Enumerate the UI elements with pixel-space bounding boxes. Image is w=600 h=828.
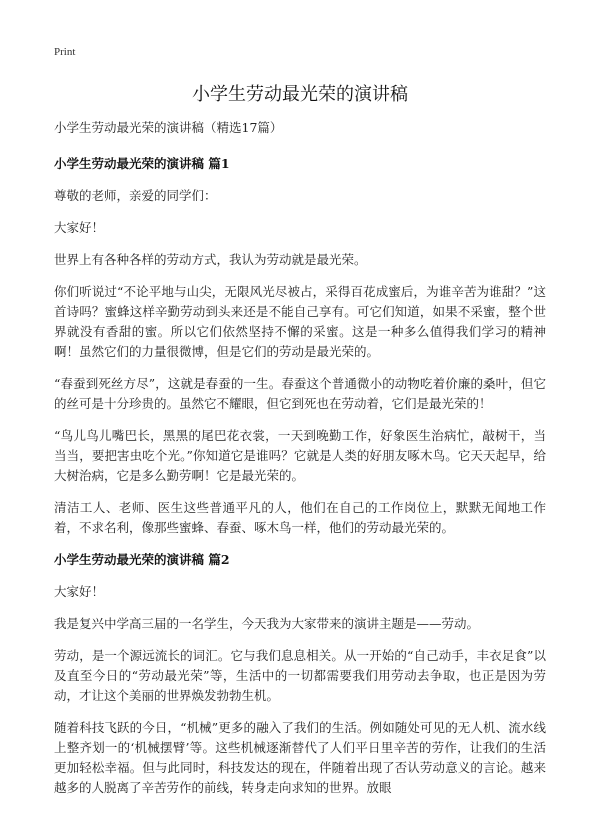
document-title: 小学生劳动最光荣的演讲稿: [192, 84, 408, 105]
paragraph: 清洁工人、老师、医生这些普通平凡的人，他们在自己的工作岗位上，默默无闻地工作着，不求名利，像那些蜜蜂、春蚕、啄木鸟一样，他们的劳动最光荣的。: [54, 500, 546, 535]
print-link[interactable]: Print: [54, 46, 76, 58]
paragraph: 你们听说过“不论平地与山尖，无限风光尽被占，采得百花成蜜后，为谁辛苦为谁甜？”这首诗吗？蜜蜂这样辛勤劳动到头来还是不能自己享有。可它们知道，如果不采蜜，整个世界就没有香甜的蜜。所以它们依然坚持不懈的采蜜。这是一种多么值得我们学习的精神啊！虽然它们的力量很微博，但是它们的劳动是最光荣的。: [54, 284, 546, 359]
paragraph: 劳动，是一个源远流长的词汇。它与我们息息相关。从一开始的“自己动手，丰衣足食”以及直至今日的“劳动最光荣”等，生活中的一切都需要我们用劳动去争取，也正是因为劳动，才让这个美丽的世界焕发勃勃生机。: [54, 648, 546, 703]
paragraph: “春蚕到死丝方尽”，这就是春蚕的一生。春蚕这个普通微小的动物吃着价廉的桑叶，但它的丝可是十分珍贵的。虽然它不耀眼，但它到死也在劳动着，它们是最光荣的！: [54, 376, 546, 411]
speech-section-2: [54, 550, 546, 798]
document-subtitle: 小学生劳动最光荣的演讲稿（精选17篇）: [54, 120, 283, 135]
paragraph: “鸟儿鸟儿嘴巴长，黑黑的尾巴花衣裳，一天到晚勤工作，好象医生治病忙，敲树干，当当当，要把害虫吃个光。”你知道它是谁吗？它就是人类的好朋友啄木鸟。它天天起早，给大树治病，它是多么勤劳啊！它是最光荣的。: [54, 428, 546, 483]
paragraph: 世界上有各种各样的劳动方式，我认为劳动就是最光荣。: [54, 252, 367, 267]
paragraph: 大家好！: [54, 220, 105, 235]
speech-section-1: [54, 154, 546, 538]
section-heading: 小学生劳动最光荣的演讲稿 篇1: [54, 156, 230, 171]
paragraph: 我是复兴中学高三届的一名学生，今天我为大家带来的演讲主题是——劳动。: [54, 616, 480, 631]
paragraph: 大家好！: [54, 584, 105, 599]
document-content: [54, 118, 546, 810]
paragraph: 随着科技飞跃的今日，“机械”更多的融入了我们的生活。例如随处可见的无人机、流水线上整齐划一的‘机械摆臂’等。这些机械逐渐替代了人们平日里辛苦的劳作，让我们的生活更加轻松幸福。但与此同时，科技发达的现在，伴随着出现了否认劳动意义的言论。越来越多的人脱离了辛苦劳作的前线，转身走向求知的世界。放眼: [54, 720, 546, 795]
paragraph: 尊敬的老师，亲爱的同学们：: [54, 188, 217, 203]
section-heading: 小学生劳动最光荣的演讲稿 篇2: [54, 552, 230, 567]
